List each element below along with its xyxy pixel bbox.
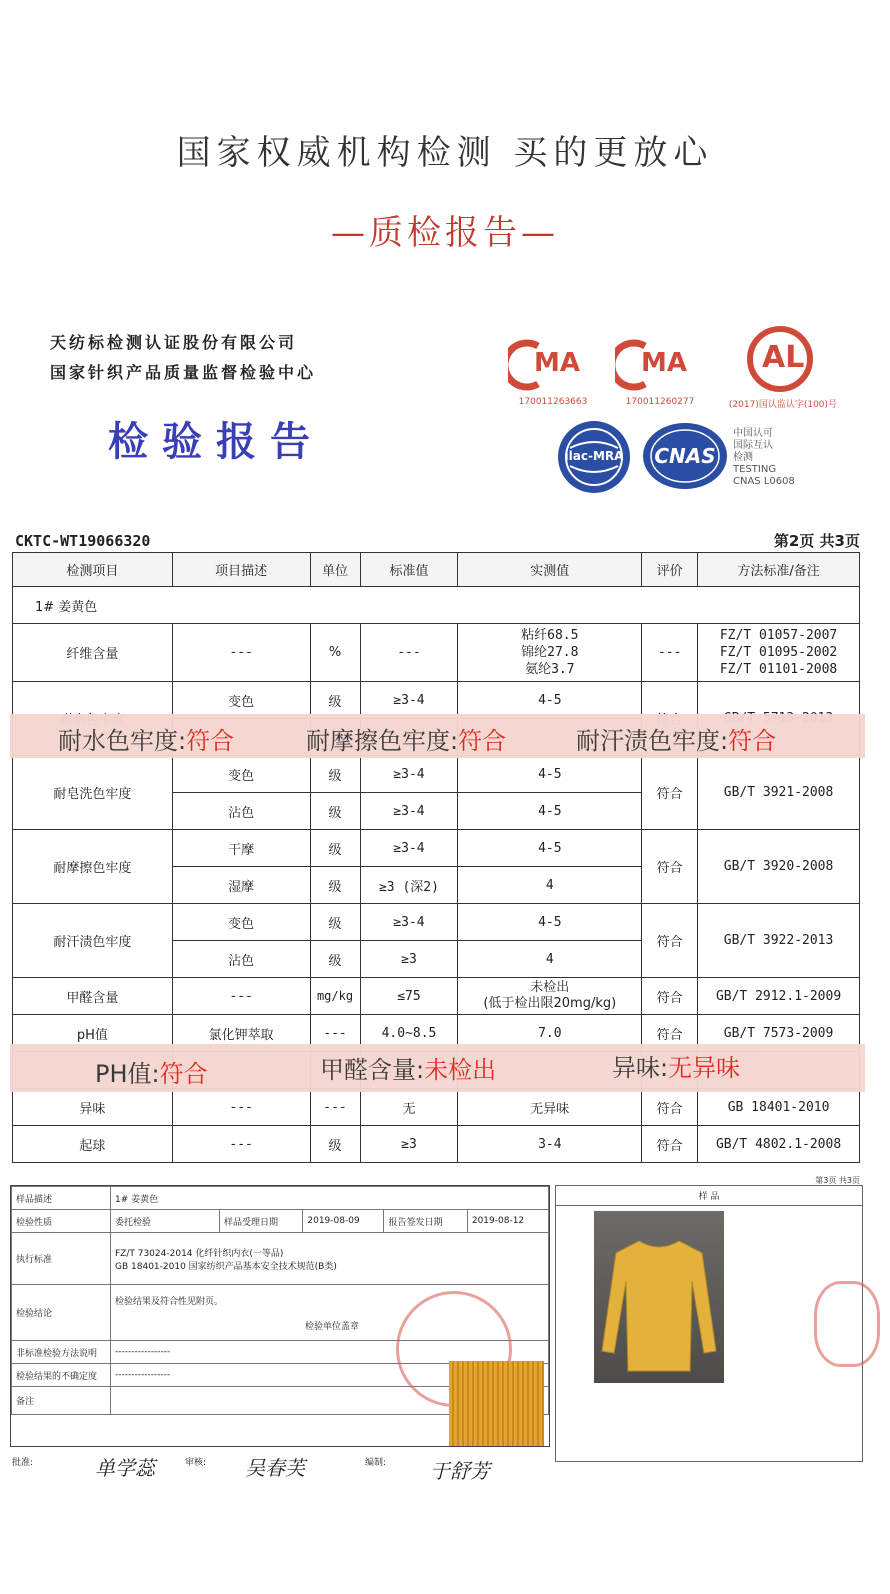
measured-cell: 4-5 <box>458 682 642 719</box>
unit-cell: 级 <box>310 904 360 941</box>
table-row <box>13 830 860 867</box>
measured-cell: 粘纤68.5 锦纶27.8 氨纶3.7 <box>458 624 642 682</box>
measured-cell: 4-5 <box>458 830 642 867</box>
seal-icon <box>814 1281 880 1367</box>
item-cell: 耐汗渍色牢度 <box>13 904 173 978</box>
std-cell: ≥3 <box>360 941 458 978</box>
item-cell: 耐摩擦色牢度 <box>13 830 173 904</box>
desc-cell: 变色 <box>172 904 310 941</box>
highlight-item: PH值:符合 <box>95 1060 208 1088</box>
approve-signature: 单学蕊 <box>95 1456 155 1480</box>
field-label: 报告签发日期 <box>384 1210 467 1233</box>
measured-cell: 4-5 <box>458 793 642 830</box>
issuer-center: 国家针织产品质量监督检验中心 <box>50 363 317 382</box>
item-cell: 起球 <box>13 1126 173 1163</box>
eval-cell: 符合 <box>642 756 698 830</box>
issuer-company: 天纺标检测认证股份有限公司 <box>50 333 298 352</box>
eval-cell: 符合 <box>642 830 698 904</box>
desc-cell: 沾色 <box>172 793 310 830</box>
sample-label: 1# 姜黄色 <box>13 587 860 624</box>
cal-logo-icon: AL (2017)国认监认字(100)号 <box>728 325 838 410</box>
field-value: 1# 姜黄色 <box>111 1187 549 1210</box>
sample-label-row <box>13 587 860 624</box>
field-label: 检验结果的不确定度 <box>12 1364 111 1387</box>
std-cell: ≥3-4 <box>360 682 458 719</box>
measured-cell: 4 <box>458 941 642 978</box>
banner-subtitle: —质检报告— <box>331 213 559 253</box>
summary-sheet <box>10 1185 550 1447</box>
editor-label: 编制: <box>365 1458 387 1468</box>
desc-cell: --- <box>172 1126 310 1163</box>
measured-cell: 无异味 <box>458 1089 642 1126</box>
std-cell: ≥3 (深2) <box>360 867 458 904</box>
method-cell: FZ/T 01057-2007 FZ/T 01095-2002 FZ/T 01101-2008 <box>698 624 860 682</box>
std-cell: ≥3 <box>360 1126 458 1163</box>
eval-cell: 符合 <box>642 978 698 1015</box>
field-label: 样品描述 <box>12 1187 111 1210</box>
table-row <box>13 1089 860 1126</box>
desc-cell: 湿摩 <box>172 867 310 904</box>
table-row <box>13 1126 860 1163</box>
report-number: CKTC-WT19066320 <box>15 532 151 550</box>
banner-headline: 国家权威机构检测 买的更放心 <box>176 133 714 173</box>
cma-logo-icon: MA 170011260277 <box>615 338 705 407</box>
unit-cell: 级 <box>310 941 360 978</box>
report-title: 检验报告 <box>108 418 324 465</box>
std-cell: ≤75 <box>360 978 458 1015</box>
item-cell: 耐皂洗色牢度 <box>13 756 173 830</box>
measured-cell: 4-5 <box>458 904 642 941</box>
cma-logo-icon: MA 170011263663 <box>508 338 598 407</box>
highlight-item: 耐水色牢度:符合 <box>58 727 235 755</box>
method-cell: GB/T 3920-2008 <box>698 830 860 904</box>
yellow-shirt-icon <box>594 1211 724 1383</box>
table-row <box>13 904 860 941</box>
unit-cell: % <box>310 624 360 682</box>
std-cell: 无 <box>360 1089 458 1126</box>
sample-photo-panel <box>555 1185 863 1462</box>
highlight-item: 耐汗渍色牢度:符合 <box>576 727 777 755</box>
std-cell: ≥3-4 <box>360 756 458 793</box>
eval-cell: 符合 <box>642 904 698 978</box>
field-value: 2019-08-12 <box>467 1210 548 1233</box>
table-row <box>13 756 860 793</box>
method-cell: GB/T 7573-2009 <box>698 1015 860 1052</box>
desc-cell: 变色 <box>172 756 310 793</box>
unit-cell: mg/kg <box>310 978 360 1015</box>
field-value: 委托检验 <box>111 1210 220 1233</box>
field-label: 检验性质 <box>12 1210 111 1233</box>
cnas-cert-text: 中国认可 国际互认 检测 TESTING CNAS L0608 <box>733 428 795 487</box>
approve-label: 批准: <box>12 1458 34 1468</box>
eval-cell: --- <box>642 624 698 682</box>
unit-cell: 级 <box>310 1126 360 1163</box>
desc-cell: 干摩 <box>172 830 310 867</box>
table-header-row <box>13 553 860 587</box>
table-row <box>13 978 860 1015</box>
unit-cell: 级 <box>310 867 360 904</box>
method-cell: GB/T 2912.1-2009 <box>698 978 860 1015</box>
desc-cell: --- <box>172 1089 310 1126</box>
std-cell: ≥3-4 <box>360 904 458 941</box>
std-cell: ≥3-4 <box>360 830 458 867</box>
desc-cell: 氯化钾萃取 <box>172 1015 310 1052</box>
field-label: 备注 <box>12 1387 111 1415</box>
std-cell: --- <box>360 624 458 682</box>
header-cell: 单位 <box>310 553 360 587</box>
samples-title: 样 品 <box>556 1186 862 1206</box>
highlight-item: 耐摩擦色牢度:符合 <box>306 727 507 755</box>
highlight-item: 异味:无异味 <box>612 1054 741 1082</box>
desc-cell: --- <box>172 978 310 1015</box>
std-cell: 4.0~8.5 <box>360 1015 458 1052</box>
page-number: 第2页 共3页 <box>773 532 860 550</box>
cnas-logo-icon: CNAS <box>640 420 730 492</box>
header-cell: 方法标准/备注 <box>698 553 860 587</box>
fabric-swatch-image <box>449 1361 544 1446</box>
item-cell: 甲醛含量 <box>13 978 173 1015</box>
header-cell: 标准值 <box>360 553 458 587</box>
item-cell: 异味 <box>13 1089 173 1126</box>
measured-cell: 4-5 <box>458 756 642 793</box>
measured-cell: 3-4 <box>458 1126 642 1163</box>
unit-cell: --- <box>310 1089 360 1126</box>
sheet3-page-number: 第3页 共3页 <box>815 1176 860 1185</box>
unit-cell: --- <box>310 1015 360 1052</box>
field-label: 非标准检验方法说明 <box>12 1341 111 1364</box>
std-cell: ≥3-4 <box>360 793 458 830</box>
eval-cell: 符合 <box>642 1015 698 1052</box>
item-cell: 纤维含量 <box>13 624 173 682</box>
highlight-bar-safety <box>10 1044 865 1092</box>
table-row <box>13 624 860 682</box>
item-cell: pH值 <box>13 1015 173 1052</box>
field-value: ----------------- <box>111 1341 549 1364</box>
header-cell: 检测项目 <box>13 553 173 587</box>
highlight-bar-colorfastness <box>10 714 865 758</box>
unit-cell: 级 <box>310 830 360 867</box>
field-label: 检验结论 <box>12 1285 111 1341</box>
review-signature: 吴春芙 <box>245 1456 305 1480</box>
unit-cell: 级 <box>310 756 360 793</box>
field-label: 执行标准 <box>12 1233 111 1285</box>
field-value: ----------------- <box>111 1364 549 1387</box>
field-value: 2019-08-09 <box>303 1210 384 1233</box>
desc-cell: 变色 <box>172 682 310 719</box>
highlight-item: 甲醛含量:未检出 <box>320 1056 497 1084</box>
field-value: FZ/T 73024-2014 化纤针织内衣(一等品) GB 18401-2010 国家纺织产品基本安全技术规范(B类) <box>111 1233 549 1285</box>
method-cell: GB/T 3921-2008 <box>698 756 860 830</box>
desc-cell: --- <box>172 624 310 682</box>
editor-signature: 于舒芳 <box>430 1459 490 1483</box>
eval-cell: 符合 <box>642 1089 698 1126</box>
table-row <box>13 682 860 719</box>
garment-photo <box>594 1211 724 1383</box>
method-cell: GB 18401-2010 <box>698 1089 860 1126</box>
measured-cell: 4 <box>458 867 642 904</box>
header-cell: 评价 <box>642 553 698 587</box>
method-cell: GB/T 3922-2013 <box>698 904 860 978</box>
measured-cell: 7.0 <box>458 1015 642 1052</box>
eval-cell: 符合 <box>642 1126 698 1163</box>
method-cell: GB/T 4802.1-2008 <box>698 1126 860 1163</box>
header-cell: 项目描述 <box>172 553 310 587</box>
desc-cell: 沾色 <box>172 941 310 978</box>
header-cell: 实测值 <box>458 553 642 587</box>
unit-cell: 级 <box>310 793 360 830</box>
field-label: 样品受理日期 <box>220 1210 303 1233</box>
unit-cell: 级 <box>310 682 360 719</box>
review-label: 审核: <box>185 1458 207 1468</box>
field-value: 检验结果及符合性见附页。 检验单位盖章 <box>111 1285 549 1341</box>
ilac-mra-logo-icon: ilac-MRA <box>555 418 633 496</box>
measured-cell: 未检出 (低于检出限20mg/kg) <box>458 978 642 1015</box>
